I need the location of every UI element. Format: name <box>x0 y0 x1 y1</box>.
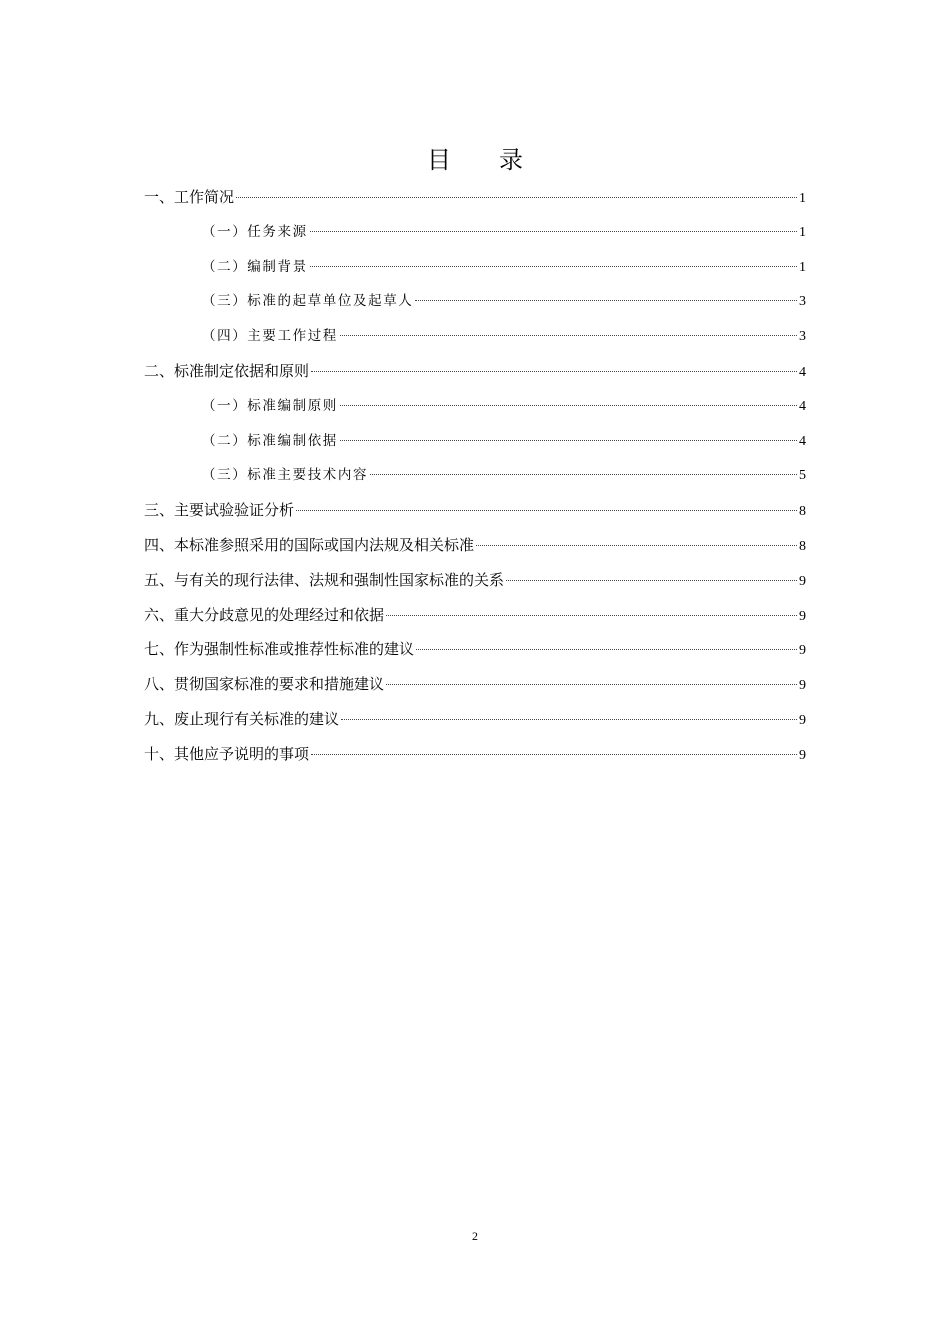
toc-entry-page: 3 <box>799 329 806 345</box>
toc-leader <box>340 440 797 441</box>
toc-entry-2-1[interactable] <box>144 389 806 424</box>
toc-entry-page: 9 <box>799 747 806 763</box>
toc-entry-text: 五、与有关的现行法律、法规和强制性国家标准的关系 <box>144 570 505 589</box>
toc-entry-page: 4 <box>799 433 806 449</box>
toc-entry-1[interactable] <box>144 180 806 215</box>
toc-leader <box>506 580 797 581</box>
toc-title-char-2: 录 <box>499 146 523 174</box>
toc-entry-4[interactable] <box>144 528 806 563</box>
toc-entry-page: 4 <box>799 364 806 380</box>
toc-title-char-1: 目 <box>427 146 451 174</box>
toc-leader <box>415 300 797 301</box>
toc-entry-text: 二、标准制定依据和原则 <box>144 361 310 380</box>
toc-leader <box>386 615 797 616</box>
toc-title <box>0 143 950 177</box>
toc-entry-page: 1 <box>799 191 806 206</box>
toc-entry-text: （三）标准主要技术内容 <box>202 467 369 484</box>
toc-entry-8[interactable] <box>144 667 806 702</box>
toc-entry-3[interactable] <box>144 493 806 528</box>
toc-entry-1-1[interactable] <box>144 215 806 250</box>
toc-entry-1-2[interactable] <box>144 250 806 285</box>
toc-entry-page: 1 <box>799 259 806 275</box>
toc-entry-text: （四）主要工作过程 <box>202 328 338 345</box>
toc-leader <box>311 754 797 755</box>
toc-entry-page: 1 <box>799 224 806 240</box>
toc-leader <box>386 684 797 685</box>
toc-leader <box>370 474 797 475</box>
toc-entry-page: 8 <box>799 504 806 520</box>
toc-leader <box>311 371 797 372</box>
toc-leader <box>310 266 797 267</box>
toc-leader <box>476 545 797 546</box>
toc-entry-5[interactable] <box>144 563 806 598</box>
toc-entry-text: 三、主要试验验证分析 <box>144 501 295 520</box>
toc-entry-text: （二）编制背景 <box>202 258 308 275</box>
toc-entry-page: 9 <box>799 608 806 624</box>
toc-entry-text: （一）任务来源 <box>202 223 308 240</box>
toc-entry-text: 七、作为强制性标准或推荐性标准的建议 <box>144 640 415 659</box>
toc-entry-2-3[interactable] <box>144 458 806 493</box>
toc-entry-9[interactable] <box>144 702 806 737</box>
toc-entry-page: 5 <box>799 468 806 484</box>
toc-entry-text: 一、工作简况 <box>144 188 235 206</box>
toc-entry-page: 8 <box>799 538 806 554</box>
toc-entry-text: 九、废止现行有关标准的建议 <box>144 709 340 728</box>
toc-leader <box>340 405 797 406</box>
toc-leader <box>310 231 797 232</box>
toc-leader <box>236 197 797 198</box>
toc-entry-10[interactable] <box>144 737 806 772</box>
toc-entry-2-2[interactable] <box>144 424 806 459</box>
toc-entry-7[interactable] <box>144 632 806 667</box>
toc-leader <box>341 719 797 720</box>
toc-entry-1-3[interactable] <box>144 284 806 319</box>
toc-entry-text: 四、本标准参照采用的国际或国内法规及相关标准 <box>144 535 475 554</box>
toc-entry-page: 9 <box>799 678 806 694</box>
toc-entry-text: 八、贯彻国家标准的要求和措施建议 <box>144 675 385 694</box>
toc-entry-text: 十、其他应予说明的事项 <box>144 744 310 763</box>
toc-entry-page: 3 <box>799 294 806 310</box>
toc-entry-text: 六、重大分歧意见的处理经过和依据 <box>144 605 385 624</box>
toc-leader <box>340 335 797 336</box>
toc-entry-6[interactable] <box>144 598 806 633</box>
toc-entry-text: （一）标准编制原则 <box>202 397 338 414</box>
page-number: 2 <box>472 1229 478 1243</box>
toc-entry-text: （二）标准编制依据 <box>202 432 338 449</box>
toc-leader <box>296 510 797 511</box>
toc-entry-text: （三）标准的起草单位及起草人 <box>202 293 414 310</box>
toc-entry-page: 9 <box>799 712 806 728</box>
toc-entry-page: 9 <box>799 573 806 589</box>
toc-entry-page: 4 <box>799 398 806 414</box>
toc-list <box>144 180 806 772</box>
toc-entry-1-4[interactable] <box>144 319 806 354</box>
toc-leader <box>416 649 797 650</box>
toc-entry-2[interactable] <box>144 354 806 389</box>
toc-entry-page: 9 <box>799 643 806 659</box>
